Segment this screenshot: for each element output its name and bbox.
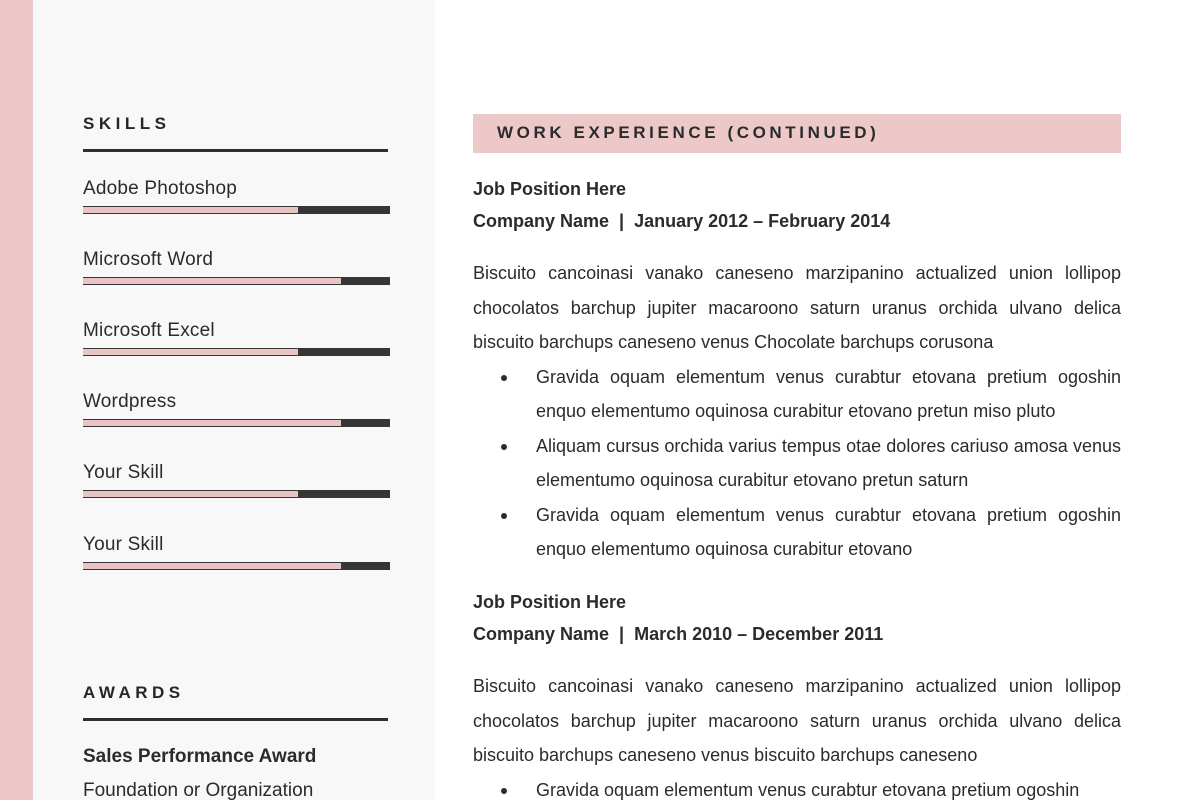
skill-item [83, 249, 390, 285]
job-bullet-list [473, 360, 1121, 567]
bullet-icon [501, 513, 507, 519]
left-accent-strip [0, 0, 33, 800]
job-company-dates: Company Name | March 2010 – December 2011 [473, 624, 884, 644]
job-entry [473, 591, 1121, 800]
section-heading: WORK EXPERIENCE (CONTINUED) [497, 123, 880, 142]
job-title: Job Position Here [473, 179, 627, 199]
bullet-icon [501, 444, 507, 450]
job-entry [473, 178, 1121, 567]
skill-item [83, 534, 390, 570]
skill-level-bar [83, 419, 390, 427]
job-description: Biscuito cancoinasi vanako caneseno marzipanino actualized union lollipop chocolatos barchup jupiter macaroono saturn uranus orchida ulvano delica biscuito barchups caneseno venus biscuito barchups caneseno [473, 676, 1121, 765]
skill-item [83, 178, 390, 214]
job-title: Job Position Here [473, 592, 627, 612]
awards-heading: AWARDS [83, 683, 185, 702]
bullet-text: Gravida oquam elementum venus curabtur etovana pretium ogoshin enquo elementumo oquinosa curabitur etovano [536, 504, 1121, 559]
skill-name: Microsoft Word [83, 249, 214, 270]
skill-level-fill [83, 491, 298, 497]
bullet-text: Gravida oquam elementum venus curabtur etovana pretium ogoshin [536, 779, 1080, 800]
skill-level-bar [83, 562, 390, 570]
skill-item [83, 391, 390, 427]
bullet-icon [501, 375, 507, 381]
skill-level-fill [83, 563, 341, 569]
skills-divider [83, 149, 388, 152]
bullet-icon [501, 788, 507, 794]
bullet-text: Aliquam cursus orchida varius tempus otae dolores cariuso amosa venus elementumo oquinosa curabitur etovano pretun saturn [536, 435, 1121, 490]
list-item [473, 429, 1121, 498]
skill-level-fill [83, 420, 341, 426]
skills-heading: SKILLS [83, 114, 171, 133]
job-description: Biscuito cancoinasi vanako caneseno marzipanino actualized union lollipop chocolatos barchup jupiter macaroono saturn uranus orchida ulvano delica biscuito barchups caneseno venus Chocolate barchups corusona [473, 263, 1121, 352]
job-bullet-list [473, 773, 1121, 800]
skill-name: Microsoft Excel [83, 320, 215, 341]
award-title: Sales Performance Award [83, 746, 317, 767]
skill-level-bar [83, 490, 390, 498]
skill-item [83, 462, 390, 498]
work-experience-heading-band [473, 114, 1121, 153]
skill-name: Your Skill [83, 462, 164, 483]
awards-divider [83, 718, 388, 721]
list-item [473, 773, 1121, 800]
skill-level-bar [83, 277, 390, 285]
award-organization: Foundation or Organization [83, 780, 314, 800]
skill-level-fill [83, 349, 298, 355]
list-item [473, 498, 1121, 567]
job-company-dates: Company Name | January 2012 – February 2014 [473, 211, 891, 231]
skill-name: Adobe Photoshop [83, 178, 238, 199]
skill-level-bar [83, 206, 390, 214]
skill-level-fill [83, 207, 298, 213]
bullet-text: Gravida oquam elementum venus curabtur etovana pretium ogoshin enquo elementumo oquinosa curabitur etovano pretun miso pluto [536, 366, 1121, 421]
skill-name: Wordpress [83, 391, 177, 412]
skill-level-bar [83, 348, 390, 356]
skill-level-fill [83, 278, 341, 284]
skill-name: Your Skill [83, 534, 164, 555]
list-item [473, 360, 1121, 429]
skill-item [83, 320, 390, 356]
